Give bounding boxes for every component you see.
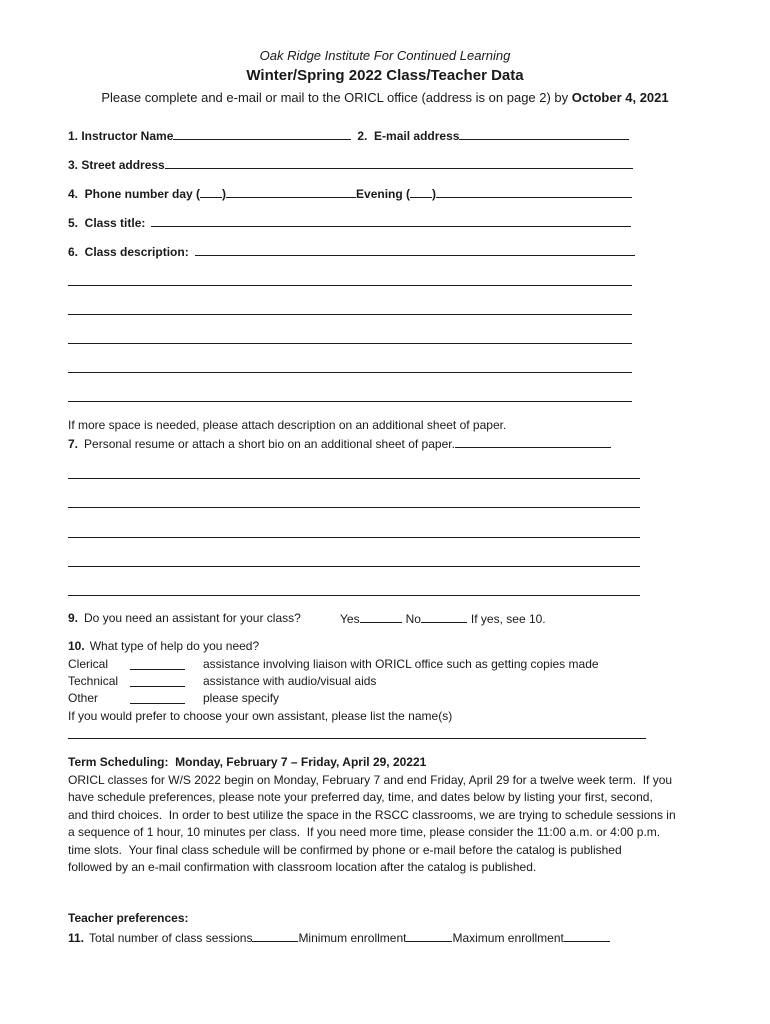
bio-field: [68, 436, 611, 451]
description-line[interactable]: [68, 285, 632, 286]
instructor-name-blank[interactable]: [173, 128, 351, 140]
assistant-answers: [340, 611, 546, 626]
preferences-heading: Teacher preferences:: [68, 911, 189, 925]
assistant-question: [68, 611, 301, 625]
scheduling-text-line: and third choices. In order to best utilize the space in the RSCC classrooms, we are trying to schedule sessions in: [68, 808, 676, 822]
see-10-note: If yes, see 10.: [470, 612, 546, 626]
bio-line[interactable]: [68, 507, 640, 508]
option-label-clerical: Clerical: [68, 657, 109, 671]
no-blank[interactable]: [421, 611, 467, 623]
bio-line[interactable]: [68, 566, 640, 567]
option-desc-other: please specify: [203, 691, 280, 705]
bio-number: 7.: [68, 437, 79, 451]
phone-day-label: 4. Phone number day (: [68, 187, 201, 201]
intro-line: [0, 91, 770, 105]
q10-number: 10.: [68, 639, 85, 653]
deadline-date: October 4, 2021: [571, 90, 669, 105]
class-description-blank[interactable]: [195, 244, 635, 256]
intro-text: Please complete and e-mail or mail to the ORICL office (address is on page 2) by: [101, 90, 572, 105]
street-address-label: 3. Street address: [68, 158, 165, 172]
help-type-question: [68, 639, 259, 653]
q11-number: 11.: [68, 931, 85, 945]
own-assistant-note: If you would prefer to choose your own assistant, please list the name(s): [68, 709, 453, 723]
class-description-field: [68, 244, 635, 259]
email-label: 2. E-mail address: [357, 129, 460, 143]
scheduling-text-line: a sequence of 1 hour, 10 minutes per class. If you need more time, please consider the 11:00 a.m. or 4:00 p.m.: [68, 825, 661, 839]
option-label-technical: Technical: [68, 674, 119, 688]
description-line[interactable]: [68, 343, 632, 344]
yes-label: Yes: [340, 612, 360, 626]
sessions-blank[interactable]: [252, 930, 298, 942]
phone-day-close: ): [222, 187, 227, 201]
q10-text: What type of help do you need?: [89, 639, 260, 653]
form-title: Winter/Spring 2022 Class/Teacher Data: [246, 67, 524, 84]
instructor-name-label: 1. Instructor Name: [68, 129, 174, 143]
scheduling-text-line: time slots. Your final class schedule will be confirmed by phone or e-mail before the catalog is published: [68, 843, 622, 857]
option-label-other: Other: [68, 691, 99, 705]
scheduling-text-line: ORICL classes for W/S 2022 begin on Monday, February 7 and end Friday, April 29 for a twelve week term. If you: [68, 773, 673, 787]
option-blank-clerical[interactable]: [130, 669, 185, 670]
description-line[interactable]: [68, 372, 632, 373]
q9-number: 9.: [68, 611, 79, 625]
max-enrollment-label: Maximum enrollment: [452, 931, 564, 945]
scheduling-heading: Term Scheduling: Monday, February 7 – Friday, April 29, 20221: [68, 755, 427, 769]
phone-day-blank[interactable]: [226, 186, 356, 198]
email-blank[interactable]: [459, 128, 629, 140]
option-desc-technical: assistance with audio/visual aids: [203, 674, 377, 688]
class-title-blank[interactable]: [151, 215, 631, 227]
bio-blank[interactable]: [455, 436, 611, 448]
organization-name: Oak Ridge Institute For Continued Learning: [259, 48, 511, 63]
sessions-enrollment-field: [68, 930, 610, 945]
sessions-label: Total number of class sessions: [89, 931, 253, 945]
no-label: No: [405, 612, 421, 626]
phone-evening-close: ): [432, 187, 437, 201]
class-description-label: 6. Class description:: [68, 245, 189, 259]
own-assistant-blank[interactable]: [68, 738, 646, 739]
option-desc-clerical: assistance involving liaison with ORICL office such as getting copies made: [203, 657, 599, 671]
description-line[interactable]: [68, 401, 632, 402]
phone-evening-blank[interactable]: [436, 186, 632, 198]
max-enrollment-blank[interactable]: [564, 930, 610, 942]
phone-field: [68, 186, 632, 201]
bio-line[interactable]: [68, 478, 640, 479]
bio-line[interactable]: [68, 537, 640, 538]
scheduling-text-line: have schedule preferences, please note your preferred day, time, and dates below by listing your first, second,: [68, 790, 653, 804]
min-enrollment-label: Minimum enrollment: [298, 931, 407, 945]
scheduling-text-line: followed by an e-mail confirmation with classroom location after the catalog is published.: [68, 860, 537, 874]
street-address-field: [68, 157, 633, 172]
bio-label: Personal resume or attach a short bio on an additional sheet of paper.: [84, 437, 455, 451]
class-title-field: [68, 215, 631, 230]
yes-blank[interactable]: [360, 611, 402, 623]
instructor-name-field: [68, 128, 629, 143]
min-enrollment-blank[interactable]: [406, 930, 452, 942]
phone-evening-area-blank[interactable]: [410, 186, 432, 198]
option-blank-technical[interactable]: [130, 686, 185, 687]
street-address-blank[interactable]: [165, 157, 633, 169]
phone-day-area-blank[interactable]: [200, 186, 222, 198]
phone-evening-label: Evening (: [356, 187, 411, 201]
option-blank-other[interactable]: [130, 703, 185, 704]
class-title-label: 5. Class title:: [68, 216, 146, 230]
bio-line[interactable]: [68, 595, 640, 596]
description-line[interactable]: [68, 314, 632, 315]
q9-text: Do you need an assistant for your class?: [84, 611, 301, 625]
more-space-note: If more space is needed, please attach description on an additional sheet of paper.: [68, 418, 507, 432]
